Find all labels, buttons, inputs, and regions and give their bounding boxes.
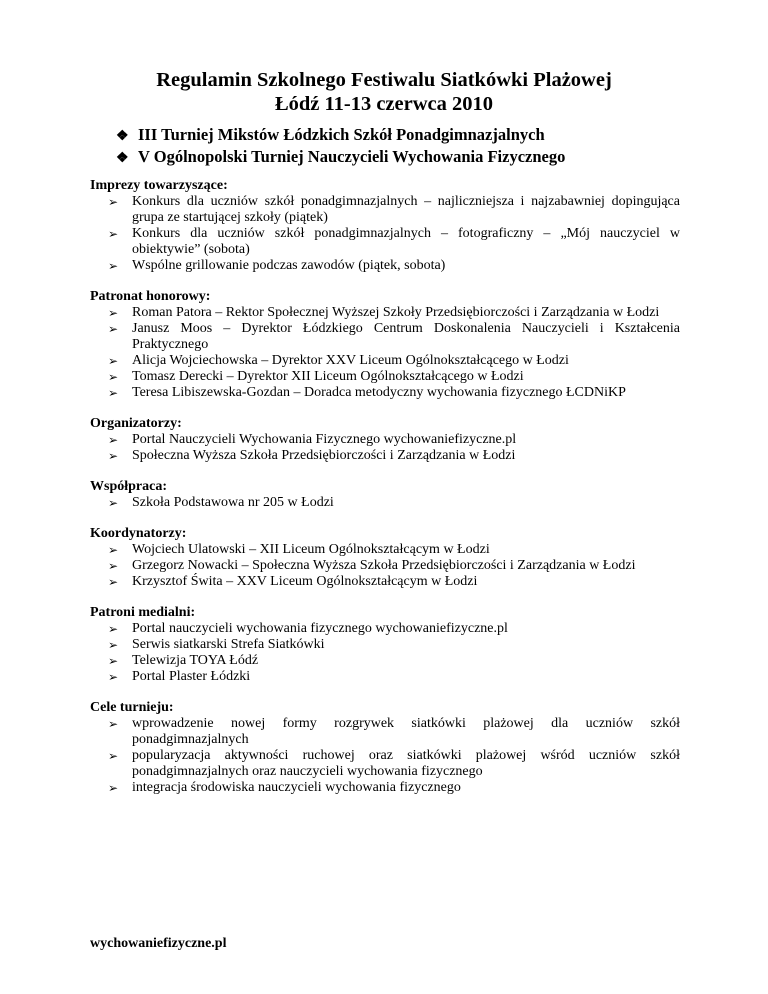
list-item bbox=[90, 716, 680, 748]
arrow-bullet-icon: ➢ bbox=[108, 654, 119, 668]
list-item bbox=[90, 495, 680, 511]
section-heading: Organizatorzy: bbox=[90, 416, 182, 431]
arrow-bullet-icon: ➢ bbox=[108, 354, 119, 368]
list-item-text: wprowadzenie nowej formy rozgrywek siatkówki plażowej dla uczniów szkół ponadgimnazjalnych bbox=[132, 716, 680, 747]
event-item bbox=[116, 147, 756, 169]
arrow-bullet-icon: ➢ bbox=[108, 227, 119, 241]
section bbox=[90, 178, 680, 274]
list-item-text: Portal Plaster Łódzki bbox=[132, 669, 251, 684]
list-item bbox=[90, 748, 680, 780]
section bbox=[90, 526, 680, 590]
arrow-bullet-icon: ➢ bbox=[108, 259, 119, 273]
list-item-text: integracja środowiska nauczycieli wychowania fizycznego bbox=[132, 780, 461, 795]
list-item bbox=[90, 780, 680, 796]
event-text: V Ogólnopolski Turniej Nauczycieli Wychowania Fizycznego bbox=[138, 147, 566, 166]
list-item-text: Roman Patora – Rektor Społecznej Wyższej Szkoły Przedsiębiorczości i Zarządzania w Łodzi bbox=[132, 305, 660, 320]
list-item bbox=[90, 621, 680, 637]
section bbox=[90, 289, 680, 401]
event-list bbox=[116, 125, 756, 169]
list-item-text: Janusz Moos – Dyrektor Łódzkiego Centrum Doskonalenia Nauczycieli i Kształcenia Praktycznego bbox=[132, 321, 680, 352]
diamond-bullet-icon: ❖ bbox=[116, 129, 129, 144]
list-item-text: Portal nauczycieli wychowania fizycznego wychowaniefizyczne.pl bbox=[132, 621, 508, 636]
list-item bbox=[90, 194, 680, 226]
list-item bbox=[90, 432, 680, 448]
arrow-bullet-icon: ➢ bbox=[108, 717, 119, 731]
list-item bbox=[90, 669, 680, 685]
arrow-bullet-icon: ➢ bbox=[108, 370, 119, 384]
arrow-bullet-icon: ➢ bbox=[108, 433, 119, 447]
arrow-bullet-icon: ➢ bbox=[108, 195, 119, 209]
diamond-bullet-icon: ❖ bbox=[116, 151, 129, 166]
list-item bbox=[90, 653, 680, 669]
document-subtitle-date: Łódź 11-13 czerwca 2010 bbox=[274, 93, 494, 115]
list-item bbox=[90, 448, 680, 464]
section-heading: Cele turnieju: bbox=[90, 700, 174, 715]
list-item bbox=[90, 369, 680, 385]
arrow-bullet-icon: ➢ bbox=[108, 622, 119, 636]
arrow-bullet-icon: ➢ bbox=[108, 322, 119, 336]
list-item-text: Wspólne grillowanie podczas zawodów (piątek, sobota) bbox=[132, 258, 446, 273]
arrow-bullet-icon: ➢ bbox=[108, 449, 119, 463]
list-item bbox=[90, 353, 680, 369]
list-item bbox=[90, 321, 680, 353]
list-item bbox=[90, 305, 680, 321]
document-title: Regulamin Szkolnego Festiwalu Siatkówki Plażowej bbox=[156, 69, 612, 91]
list-item-text: Krzysztof Świta – XXV Liceum Ogólnokształcącym w Łodzi bbox=[132, 574, 478, 589]
section-heading: Imprezy towarzyszące: bbox=[90, 178, 228, 193]
event-item bbox=[116, 125, 756, 147]
list-item-text: Telewizja TOYA Łódź bbox=[132, 653, 259, 668]
section-heading: Patroni medialni: bbox=[90, 605, 196, 620]
arrow-bullet-icon: ➢ bbox=[108, 638, 119, 652]
arrow-bullet-icon: ➢ bbox=[108, 306, 119, 320]
list-item-text: Wojciech Ulatowski – XII Liceum Ogólnokształcącym w Łodzi bbox=[132, 542, 490, 557]
list-item bbox=[90, 574, 680, 590]
list-item bbox=[90, 637, 680, 653]
arrow-bullet-icon: ➢ bbox=[108, 670, 119, 684]
footer-site: wychowaniefizyczne.pl bbox=[90, 936, 227, 951]
section bbox=[90, 605, 680, 685]
list-item-text: Teresa Libiszewska-Gozdan – Doradca metodyczny wychowania fizycznego ŁCDNiKP bbox=[132, 385, 626, 400]
list-item-text: Serwis siatkarski Strefa Siatkówki bbox=[132, 637, 325, 652]
list-item-text: Alicja Wojciechowska – Dyrektor XXV Liceum Ogólnokształcącego w Łodzi bbox=[132, 353, 569, 368]
arrow-bullet-icon: ➢ bbox=[108, 496, 119, 510]
list-item-text: Społeczna Wyższa Szkoła Przedsiębiorczości i Zarządzania w Łodzi bbox=[132, 448, 516, 463]
section-heading: Patronat honorowy: bbox=[90, 289, 211, 304]
section-list bbox=[90, 178, 680, 811]
list-item-text: Konkurs dla uczniów szkół ponadgimnazjalnych – fotograficzny – „Mój nauczyciel w obiektywie” (sobota) bbox=[132, 226, 680, 257]
list-item bbox=[90, 558, 680, 574]
list-item bbox=[90, 385, 680, 401]
list-item-text: popularyzacja aktywności ruchowej oraz siatkówki plażowej wśród uczniów szkół ponadgimnazjalnych oraz nauczycieli wychowania fizycznego bbox=[132, 748, 680, 779]
arrow-bullet-icon: ➢ bbox=[108, 575, 119, 589]
arrow-bullet-icon: ➢ bbox=[108, 543, 119, 557]
section bbox=[90, 479, 680, 511]
list-item bbox=[90, 226, 680, 258]
list-item bbox=[90, 258, 680, 274]
list-item-text: Szkoła Podstawowa nr 205 w Łodzi bbox=[132, 495, 334, 510]
arrow-bullet-icon: ➢ bbox=[108, 781, 119, 795]
arrow-bullet-icon: ➢ bbox=[108, 749, 119, 763]
list-item-text: Tomasz Derecki – Dyrektor XII Liceum Ogólnokształcącego w Łodzi bbox=[132, 369, 524, 384]
list-item bbox=[90, 542, 680, 558]
list-item-text: Portal Nauczycieli Wychowania Fizycznego wychowaniefizyczne.pl bbox=[132, 432, 517, 447]
list-item-text: Konkurs dla uczniów szkół ponadgimnazjalnych – najliczniejsza i najzabawniej dopingująca grupa ze startującej szkoły (piątek) bbox=[132, 194, 680, 225]
arrow-bullet-icon: ➢ bbox=[108, 386, 119, 400]
section-heading: Współpraca: bbox=[90, 479, 167, 494]
section-heading: Koordynatorzy: bbox=[90, 526, 187, 541]
section bbox=[90, 700, 680, 796]
arrow-bullet-icon: ➢ bbox=[108, 559, 119, 573]
section bbox=[90, 416, 680, 464]
event-text: III Turniej Mikstów Łódzkich Szkół Ponadgimnazjalnych bbox=[138, 125, 545, 144]
list-item-text: Grzegorz Nowacki – Społeczna Wyższa Szkoła Przedsiębiorczości i Zarządzania w Łodzi bbox=[132, 558, 636, 573]
